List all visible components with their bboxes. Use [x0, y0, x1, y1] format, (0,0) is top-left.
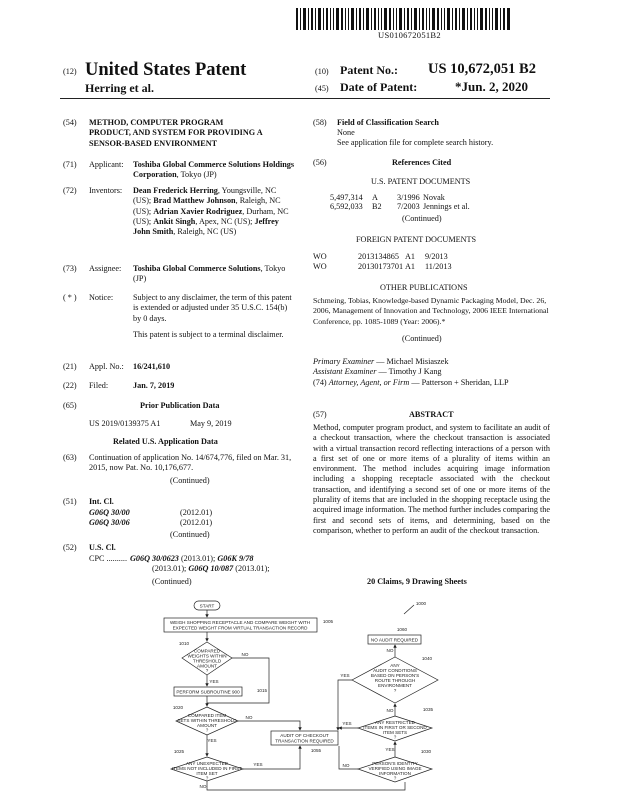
- ref-label: 1025: [173, 749, 185, 754]
- prior-date: May 9, 2019: [190, 419, 232, 428]
- primary-examiner-label: Primary Examiner: [313, 357, 375, 366]
- decision-label: ?: [205, 775, 209, 781]
- decision-label: PERSON'S IDENTITY: [372, 761, 418, 766]
- ref-label: 1000: [415, 601, 427, 606]
- doc-office: WO: [313, 262, 327, 271]
- doc-kind: A1: [405, 252, 416, 261]
- appl-label: Appl. No.:: [89, 362, 124, 371]
- weigh-label: EXPECTED WEIGHT FROM VIRTUAL TRANSACTION RECORD: [172, 625, 308, 631]
- continued-cpc: (Continued): [152, 577, 192, 586]
- field-code: (58): [313, 118, 327, 127]
- cpc-version: (2013.01);: [178, 554, 218, 563]
- inventor-name: Brad Matthew Johnson: [153, 196, 236, 206]
- abstract-code: (57): [313, 410, 327, 419]
- filed-date: Jan. 7, 2019: [133, 381, 175, 390]
- branch-label: YES: [342, 721, 352, 726]
- decision-label: AMOUNT: [197, 723, 217, 728]
- notice-text: Subject to any disclaimer, the term of this patent is extended or adjusted under 35 U.S.C. 154(b) by 0 days.: [133, 293, 292, 323]
- intcl-code: (51): [63, 497, 77, 506]
- inventor-location: , Raleigh, NC (US): [173, 227, 237, 237]
- cpc-version: (2013.01);: [233, 564, 270, 574]
- other-publication: Schmeing, Tobias, Knowledge-based Dynamic Packaging Model, Dec. 26, 2006, Management of Innovation and Technology, 2006 IEEE International Conference, pp. 1085-1089 (Year: 2006).*: [313, 296, 549, 326]
- ref-label: 1015: [256, 688, 268, 693]
- abstract-heading: ABSTRACT: [409, 410, 454, 419]
- decision-label: ROUTE THROUGH: [374, 678, 416, 683]
- doc-name: Novak: [423, 193, 445, 202]
- ref-label: 1055: [310, 748, 322, 753]
- doc-number: 5,497,314: [330, 193, 363, 202]
- date-label: Date of Patent:: [340, 80, 418, 94]
- ref-label: 1060: [396, 627, 408, 632]
- applicant-location: , Tokyo (JP): [176, 170, 217, 180]
- patent-date: *Jun. 2, 2020: [455, 79, 528, 94]
- doc-number: 2013134865: [358, 252, 399, 261]
- intcl-class: G06Q 30/00: [89, 508, 130, 517]
- notice-code: ( * ): [63, 293, 77, 302]
- assistant-examiner-name: — Timothy J Kang: [376, 367, 442, 376]
- decision-label: AUDIT CONDITIONS: [373, 668, 417, 673]
- ref-label: 1005: [322, 619, 334, 624]
- prior-heading: Prior Publication Data: [140, 401, 220, 410]
- invention-title: METHOD, COMPUTER PROGRAM PRODUCT, AND SYSTEM FOR PROVIDING A SENSOR-BASED ENVIRONMENT: [89, 118, 263, 148]
- decision-label: THRESHOLD: [192, 658, 222, 664]
- audit-label: AUDIT OF CHECKOUT: [280, 733, 329, 738]
- notice-label: Notice:: [89, 293, 114, 302]
- prior-code: (65): [63, 401, 77, 410]
- inventor-name: Adrian Xavier Rodriguez: [153, 206, 243, 216]
- attorney-code: (74): [313, 378, 329, 387]
- patent-no: US 10,672,051 B2: [428, 61, 536, 77]
- uscl-label: U.S. Cl.: [89, 543, 116, 552]
- refs-heading: References Cited: [392, 158, 452, 167]
- cpc-class: G06Q 30/0623: [130, 554, 179, 563]
- ref-label: 1040: [421, 656, 433, 661]
- ref-label: 1035: [422, 707, 434, 712]
- inventor-name: Jeffrey John Smith: [133, 216, 279, 237]
- decision-label: WEIGHTS WITHIN: [187, 653, 227, 659]
- continued-other: (Continued): [402, 334, 442, 343]
- ref-label: 1020: [172, 705, 184, 710]
- inventor-location: , Youngsville, NC (US);: [133, 186, 277, 206]
- patent-no-label: Patent No.:: [340, 63, 398, 77]
- branch-label: YES: [340, 673, 350, 678]
- country-code: (12): [63, 67, 77, 76]
- ref-label: 1010: [178, 641, 190, 646]
- decision-label: ?: [205, 727, 209, 733]
- weigh-label: WEIGH SHOPPING RECEPTACLE AND COMPARE WEIGHT WITH: [169, 620, 311, 625]
- decision-label: ITEMS NOT INCLUDED IN FIRST: [171, 766, 243, 771]
- field-heading: Field of Classification Search: [337, 118, 439, 127]
- decision-label: COMPARED: [193, 648, 221, 654]
- inventors-label: Inventors:: [89, 186, 123, 195]
- intcl-class: G06Q 30/06: [89, 518, 130, 527]
- doc-date: 9/2013: [425, 252, 448, 261]
- doc-name: Jennings et al.: [423, 202, 470, 211]
- branch-label: YES: [207, 738, 217, 743]
- patent-type-title: United States Patent: [85, 60, 247, 80]
- abstract-text: Method, computer program product, and system to facilitate an audit of a checkout transaction, where the checkout transaction is associated with a virtual transaction record reflecting interactions of a person with a first set of one or more items of a plurality of items within an environment. The method includes acquiring image information including a shopping receptacle associated with the checkout transaction, and identifying a second set of one or more items of the plurality of items that are included in the shopping receptacle using the acquired image information. The method further includes comparing the first and second sets of items, and determining, based on the comparison, whether to perform an audit of the checkout transaction.: [313, 423, 550, 535]
- decision-label: INFORMATION: [379, 771, 411, 776]
- assignee-code: (73): [63, 264, 77, 273]
- uscl-code: (52): [63, 543, 77, 552]
- applicant-code: (71): [63, 160, 77, 169]
- assignee-location: , Tokyo (JP): [133, 264, 286, 284]
- doc-kind: A1: [405, 262, 416, 271]
- branch-label: YES: [209, 679, 219, 684]
- intcl-version: (2012.01): [180, 518, 213, 527]
- flow-arrow: [207, 700, 269, 703]
- branch-label: NO: [386, 648, 394, 653]
- primary-examiner-name: — Michael Misiaszek: [374, 357, 449, 366]
- branch-label: YES: [253, 762, 263, 767]
- prior-pub: US 2019/0139375 A1: [89, 419, 161, 428]
- ref-label: 1030: [420, 749, 432, 754]
- continued-related: (Continued): [170, 476, 210, 485]
- branch-label: NO: [245, 715, 253, 720]
- doc-office: WO: [313, 252, 327, 261]
- date-code: (45): [315, 84, 329, 93]
- decision-label: ?: [393, 775, 397, 781]
- title-code: (54): [63, 118, 77, 127]
- decision-label: ?: [393, 734, 397, 740]
- filed-label: Filed:: [89, 381, 109, 390]
- inventor-location: , Durham, NC (US);: [133, 206, 289, 226]
- branch-label: YES: [385, 747, 395, 752]
- inventor-short: Herring et al.: [85, 81, 154, 95]
- flow-arrow: [243, 746, 300, 769]
- doc-kind: A: [372, 193, 378, 202]
- doc-date: 11/2013: [425, 262, 452, 271]
- assignee-label: Assignee:: [89, 264, 122, 273]
- refs-code: (56): [313, 158, 327, 167]
- branch-label: NO: [241, 652, 249, 657]
- cpc-class: G06K 9/78: [217, 554, 254, 563]
- no-audit-label: NO AUDIT REQUIRED: [370, 637, 419, 643]
- doc-date: 3/1996: [397, 193, 420, 202]
- decision-label: ITEM SET: [196, 771, 218, 776]
- attorney-name: — Patterson + Sheridan, LLP: [409, 378, 509, 387]
- decision-label: ?: [205, 668, 209, 673]
- inventors-code: (72): [63, 186, 77, 195]
- doc-kind: B2: [372, 202, 382, 211]
- filed-code: (22): [63, 381, 77, 390]
- decision-label: COMPARED ITEM: [187, 713, 227, 718]
- branch-label: NO: [199, 784, 207, 789]
- other-heading: OTHER PUBLICATIONS: [380, 283, 468, 292]
- applicant-name: Toshiba Global Commerce Solutions Holdings Corporation: [133, 160, 295, 180]
- intcl-version: (2012.01): [180, 508, 213, 517]
- doc-number: 6,592,033: [330, 202, 363, 211]
- decision-label: ANY: [390, 663, 400, 668]
- decision-label: ANY UNEXPECTED: [185, 761, 229, 766]
- claims-summary: 20 Claims, 9 Drawing Sheets: [367, 577, 467, 586]
- flow-arrow: [238, 721, 300, 730]
- continued-us-docs: (Continued): [402, 214, 442, 223]
- decision-label: AMOUNT: [197, 663, 217, 669]
- inventor-name: Ankit Singh: [153, 216, 196, 226]
- decision-label: ENVIRONMENT: [378, 683, 412, 688]
- decision-label: VERIFIED USING IMAGE: [368, 766, 422, 771]
- us-docs-heading: U.S. PATENT DOCUMENTS: [371, 177, 471, 186]
- audit-label: TRANSACTION REQUIRED: [275, 738, 334, 744]
- appl-no: 16/241,610: [133, 362, 171, 371]
- inventor-location: , Raleigh, NC (US);: [133, 196, 281, 216]
- cpc-version: (2013.01);: [152, 564, 189, 574]
- field-none: None: [337, 128, 355, 137]
- cpc-label: CPC ..........: [89, 554, 127, 563]
- assistant-examiner-label: Assistant Examiner: [313, 367, 377, 376]
- inventor-name: Dean Frederick Herring: [133, 186, 218, 195]
- cpc-class: G06Q 10/087: [188, 564, 234, 574]
- inventor-location: , Apex, NC (US);: [195, 216, 255, 226]
- barcode-number: US010672051B2: [378, 30, 441, 40]
- doc-date: 7/2003: [397, 202, 420, 211]
- continuation-text: Continuation of application No. 14/674,776, filed on Mar. 31, 2015, now Pat. No. 10,176,677.: [89, 453, 292, 473]
- continued-intcl: (Continued): [170, 530, 210, 539]
- intcl-label: Int. Cl.: [89, 497, 114, 506]
- decision-label: ?: [393, 688, 397, 693]
- subroutine-label: PERFORM SUBROUTINE 900: [176, 689, 240, 695]
- branch-label: NO: [342, 763, 350, 768]
- foreign-heading: FOREIGN PATENT DOCUMENTS: [356, 235, 477, 244]
- decision-label: BASED ON PERSON'S: [370, 673, 420, 678]
- patent-no-code: (10): [315, 67, 329, 76]
- leader-line: [404, 605, 414, 614]
- decision-label: ITEMS IN FIRST OR SECOND: [363, 725, 427, 730]
- field-see: See application file for complete search history.: [337, 138, 494, 147]
- applicant-label: Applicant:: [89, 160, 124, 169]
- related-heading: Related U.S. Application Data: [113, 437, 218, 446]
- decision-label: SETS WITHIN THRESHOLD: [177, 718, 237, 723]
- appl-code: (21): [63, 362, 77, 371]
- flow-arrow: [207, 781, 405, 790]
- continuation-code: (63): [63, 453, 77, 462]
- doc-number: 20130173701: [358, 262, 404, 271]
- notice-terminal: This patent is subject to a terminal disclaimer.: [133, 330, 284, 339]
- branch-label: NO: [386, 708, 394, 713]
- attorney-label: Attorney, Agent, or Firm: [328, 378, 410, 387]
- start-label: START: [199, 603, 215, 609]
- decision-label: ANY RESTRICTED: [375, 720, 415, 725]
- decision-label: ITEM SETS: [382, 730, 408, 735]
- assignee-name: Toshiba Global Commerce Solutions: [133, 264, 261, 273]
